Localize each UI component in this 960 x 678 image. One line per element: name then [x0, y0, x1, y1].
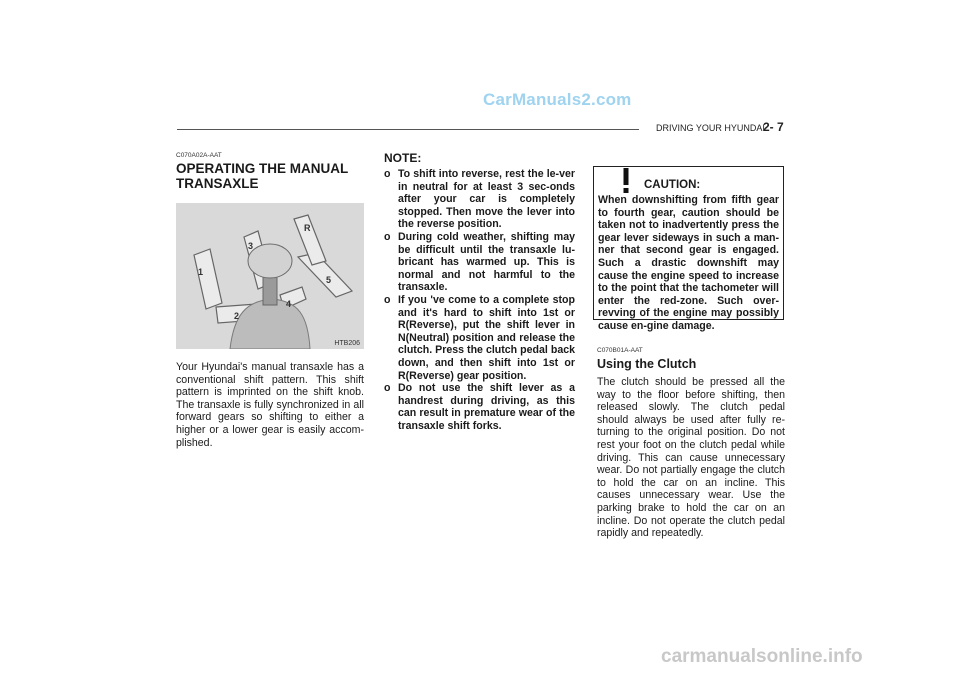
header-section-title: DRIVING YOUR HYUNDAI — [656, 123, 765, 133]
warning-icon — [612, 166, 640, 194]
note-bullet: o — [384, 293, 391, 306]
operating-body-text: Your Hyundai's manual transaxle has a conventional shift pattern. This shift pattern is imprinted on the shift knob. The transaxle is fully synchronized in all forward gears so shifting to either a higher or a lower gear is easily accom-plished. — [176, 361, 364, 449]
gear-label-5: 5 — [326, 275, 332, 285]
clutch-section-title: Using the Clutch — [597, 357, 697, 371]
section-title-line-2: TRANSAXLE — [176, 176, 259, 191]
note-section — [384, 151, 575, 432]
note-item-text: Do not use the shift lever as a handrest during driving, as this can result in premature wear of the transaxle shift forks. — [398, 382, 575, 432]
note-item-text: During cold weather, shifting may be difficult until the transaxle lu-bricant has warmed up. This is normal and not harmful to the transaxle. — [398, 230, 575, 294]
caution-box — [593, 166, 784, 332]
section-code: C070A02A-AAT — [176, 152, 222, 159]
gear-label-2: 2 — [234, 311, 240, 321]
note-bullet: o — [384, 230, 391, 243]
note-item — [384, 294, 575, 382]
shift-knob — [248, 244, 292, 278]
gear-label-reverse: R — [304, 223, 311, 233]
note-item — [384, 382, 575, 432]
note-item — [384, 168, 575, 231]
note-item-text: If you 've come to a complete stop and it's hard to shift into 1st or R(Reverse), put the shift lever in N(Neutral) position and release the clutch. Press the clutch pedal back down, and then shift into 1st or R(Reverse) gear position. — [398, 293, 575, 382]
caution-title: CAUTION: — [644, 179, 701, 191]
shift-pattern-illustration — [176, 203, 364, 349]
clutch-section — [597, 347, 785, 540]
gear-label-1: 1 — [198, 267, 204, 277]
note-item-text: To shift into reverse, rest the le-ver in neutral for at least 3 sec-onds after your car is completely stopped. Then move the lever into the reverse position. — [398, 168, 575, 231]
caution-header — [598, 171, 779, 194]
section-title — [176, 161, 364, 191]
clutch-body-text: The clutch should be pressed all the way to the floor before shifting, then released slowly. The clutch pedal should always be used after fully re-turning to the original position. Do not rest your foot on the clutch pedal while driving. This can cause unnecessary wear. Do not partially engage the clutch to hold the car on an incline. This causes unnecessary wear. Use the parking brake to hold the car on an incline. Do not operate the clutch pedal rapidly and repeatedly. — [597, 376, 785, 540]
note-title: NOTE: — [384, 151, 422, 165]
clutch-section-code: C070B01A-AAT — [597, 347, 643, 354]
note-list — [384, 168, 575, 432]
arrow-gear-1 — [194, 249, 222, 309]
note-item — [384, 231, 575, 294]
caution-section — [593, 166, 784, 332]
page-number: 2- 7 — [763, 120, 784, 134]
shift-pattern-figure — [176, 203, 364, 349]
section-title-line-1: OPERATING THE MANUAL — [176, 161, 349, 176]
figure-label: HTB206 — [334, 340, 360, 347]
note-bullet: o — [384, 168, 391, 180]
gear-label-4: 4 — [286, 299, 292, 309]
watermark-top: CarManuals2.com — [483, 90, 632, 109]
caution-body-text: When downshifting from fifth gear to fourth gear, caution should be taken not to inadvertently press the gear lever sideways in such a man-ner that second gear is engaged. Such a drastic downshift may cause the engine speed to increase to the point that the tachometer will enter the red-zone. Such over-revving of the engine may possibly cause en-gine damage. — [598, 194, 779, 332]
note-bullet: o — [384, 382, 391, 395]
watermark-bottom: carmanualsonline.info — [661, 646, 863, 667]
header-rule — [177, 129, 639, 130]
operating-section — [176, 152, 364, 449]
gear-label-3: 3 — [248, 241, 254, 251]
